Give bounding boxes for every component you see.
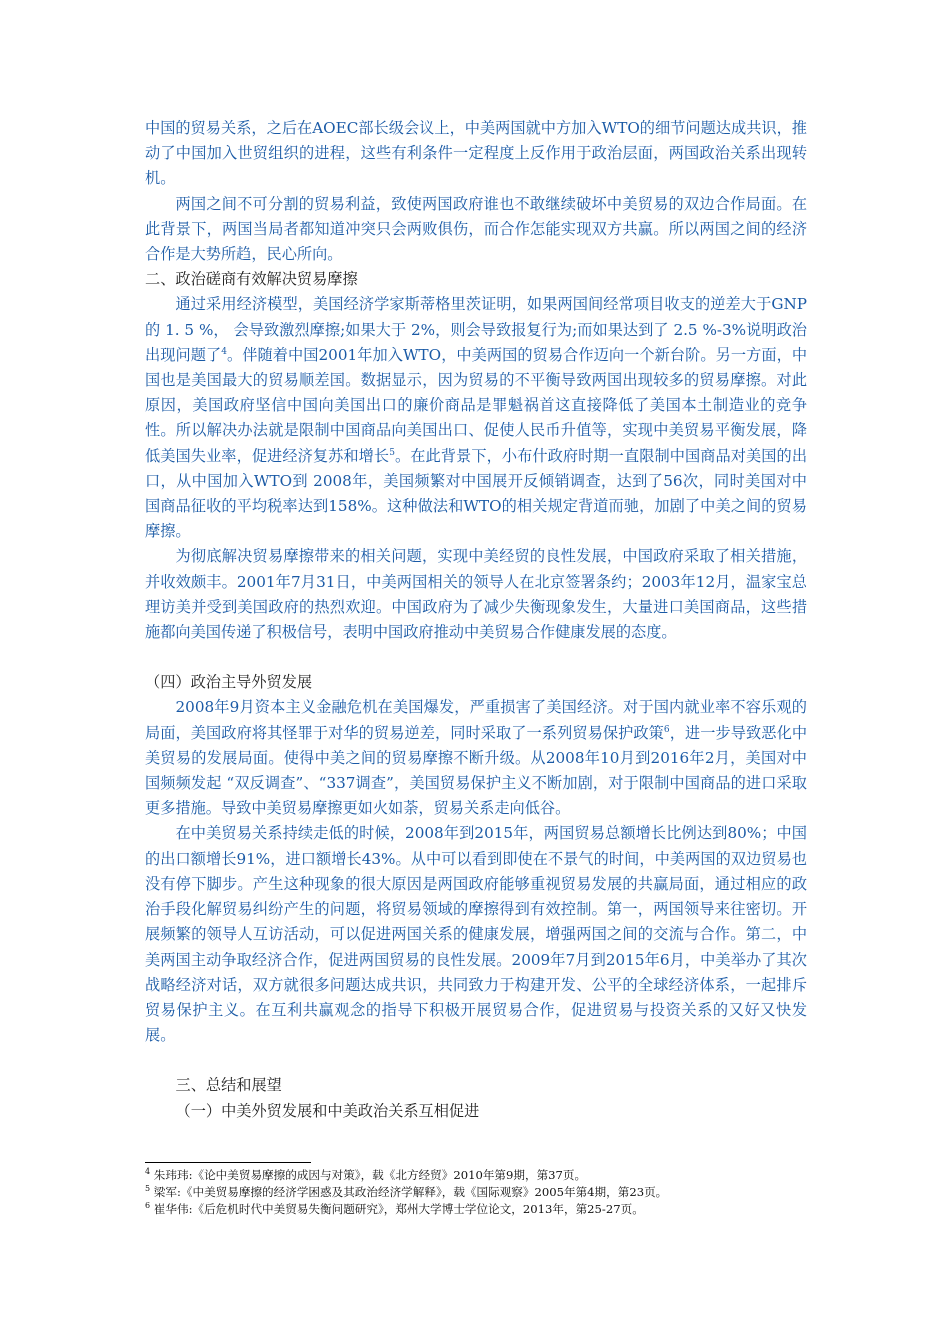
paragraph-text: ，进一步导致恶化中美贸易的发展局面。使得中美之间的贸易摩擦不断升级。从2008年10月到2016年2月，美国对中国频频发起 “双反调查”、“337调查”，美国贸易保护主义不断加剧，对于限制中国商品的进口采取更多措施。导致中美贸易摩擦更如火如荼，贸易关系走向低谷。 bbox=[145, 723, 808, 818]
paragraph-trade-growth: 在中美贸易关系持续走低的时候，2008年到2015年，两国贸易总额增长比例达到80%；中国的出口额增长91%，进口额增长43%。从中可以看到即使在不景气的时间，中美两国的双边贸易也没有停下脚步。产生这种现象的很大原因是两国政府能够重视贸易发展的共赢局面，通过相应的政治手段化解贸易纠纷产生的问题，将贸易领域的摩擦得到有效控制。第一，两国领导来往密切。开展频繁的领导人互访活动，可以促进两国关系的健康发展，增强两国之间的交流与合作。第二，中美两国主动争取经济合作，促进两国贸易的良性发展。2009年7月到2015年6月，中美举办了其次战略经济对话，双方就很多问题达成共识，共同致力于构建开发、公平的全球经济体系，一起排斥贸易保护主义。在互利共赢观念的指导下积极开展贸易合作，促进贸易与投资关系的又好又快发展。 bbox=[145, 824, 807, 1045]
paragraph-text: 。伴随着中国2001年加入WTO，中美两国的贸易合作迈向一个新台阶。另一方面，中国也是美国最大的贸易顺差国。数据显示，因为贸易的不平衡导致两国出现较多的贸易摩擦。对此原因，美国政府坚信中国向美国出口的廉价商品是罪魁祸首这直接降低了美国本土制造业的竞争性。所以解决办法就是限制中国商品向美国出口、促使人民币升值等，实现中美贸易平衡发展，降低美国失业率，促进经济复苏和增长 bbox=[145, 345, 808, 465]
paragraph-financial-crisis bbox=[145, 695, 807, 821]
footnote-number: 6 bbox=[145, 1201, 151, 1211]
footnote-ref-4: 4 bbox=[221, 346, 227, 357]
section-heading-3: 三、总结和展望 bbox=[175, 1076, 282, 1095]
section-heading-2: 二、政治磋商有效解决贸易摩擦 bbox=[145, 270, 358, 289]
paragraph-economic-model bbox=[145, 292, 807, 544]
footnote-number: 5 bbox=[145, 1184, 151, 1194]
footnote-6 bbox=[145, 1201, 807, 1218]
footnote-text: 梁军:《中美贸易摩擦的经济学困惑及其政治经济学解释》，载《国际观察》2005年第4期，第23页。 bbox=[153, 1185, 668, 1199]
footnote-text: 崔华伟:《后危机时代中美贸易失衡问题研究》，郑州大学博士学位论文，2013年，第25-27页。 bbox=[153, 1202, 644, 1216]
footnote-separator bbox=[145, 1162, 311, 1163]
main-body bbox=[145, 116, 807, 1124]
footnote-5 bbox=[145, 1184, 807, 1201]
footnote-ref-6: 6 bbox=[663, 724, 670, 735]
paragraph-text: 通过采用经济模型，美国经济学家斯蒂格里茨证明，如果两国间经常项目收支的逆差大于GNP的 1. 5 %， 会导致激烈摩擦;如果大于 2%，则会导致报复行为;而如果达到了 2.5 %-3%说明政治出现问题了 bbox=[145, 295, 807, 364]
blank-line bbox=[145, 1048, 807, 1073]
paragraph-trade-interest: 两国之间不可分割的贸易利益，致使两国政府谁也不敢继续破坏中美贸易的双边合作局面。在此背景下，两国当局者都知道冲突只会两败俱伤，而合作怎能实现双方共赢。所以两国之间的经济合作是大势所趋，民心所向。 bbox=[145, 194, 807, 264]
paragraph-text: 。在此背景下，小布什政府时期一直限制中国商品对美国的出口，从中国加入WTO到 2008年，美国频繁对中国展开反倾销调查，达到了56次，同时美国对中国商品征收的平均税率达到158%。这种做法和WTO的相关规定背道而驰，加剧了中美之间的贸易摩擦。 bbox=[145, 446, 808, 541]
footnote-number: 4 bbox=[145, 1167, 151, 1177]
paragraph-measures: 为彻底解决贸易摩擦带来的相关问题，实现中美经贸的良性发展，中国政府采取了相关措施，并收效颇丰。2001年7月31日，中美两国相关的领导人在北京签署条约；2003年12月，温家宝总理访美并受到美国政府的热烈欢迎。中国政府为了减少失衡现象发生，大量进口美国商品，这些措施都向美国传递了积极信号，表明中国政府推动中美贸易合作健康发展的态度。 bbox=[145, 547, 807, 642]
paragraph-text: 2008年9月资本主义金融危机在美国爆发，严重损害了美国经济。对于国内就业率不容乐观的局面，美国政府将其怪罪于对华的贸易逆差，同时采取了一系列贸易保护政策 bbox=[145, 698, 807, 742]
footnote-4 bbox=[145, 1167, 807, 1184]
paragraph-trade-relations: 中国的贸易关系，之后在AOEC部长级会议上，中美两国就中方加入WTO的细节问题达成共识，推动了中国加入世贸组织的进程，这些有利条件一定程度上反作用于政治层面，两国政治关系出现转机。 bbox=[145, 119, 807, 188]
footnote-text: 朱玮玮:《论中美贸易摩擦的成因与对策》，载《北方经贸》2010年第9期，第37页。 bbox=[153, 1168, 587, 1182]
footnote-ref-5: 5 bbox=[389, 447, 395, 458]
subsection-heading-4: （四）政治主导外贸发展 bbox=[145, 673, 313, 692]
blank-line bbox=[145, 645, 807, 670]
footnotes bbox=[145, 1167, 807, 1218]
subsection-heading-1: （一）中美外贸发展和中美政治关系互相促进 bbox=[175, 1101, 480, 1120]
